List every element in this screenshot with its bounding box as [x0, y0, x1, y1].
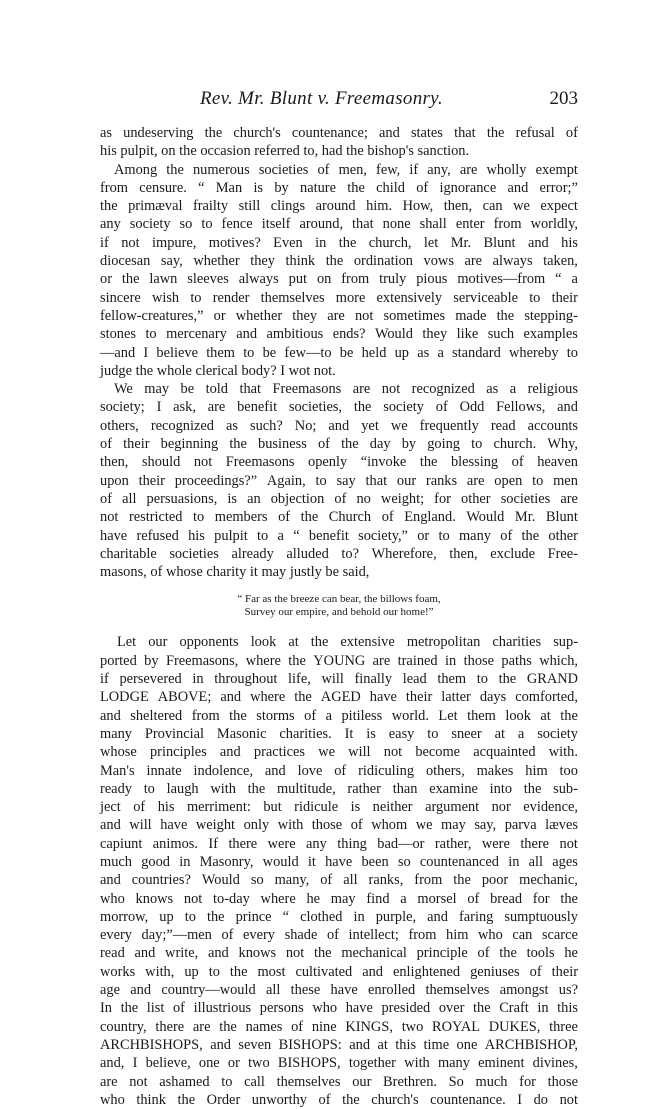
text-line: In the list of illustrious persons who have presided over the Craft in this: [100, 1000, 578, 1017]
text-line: morrow, up to the prince “ clothed in purple, and faring sumptuously: [100, 908, 578, 925]
page-number: 203: [549, 88, 578, 109]
text-line: ARCHBISHOPS, and seven BISHOPS: and at this time one ARCHBISHOP,: [100, 1036, 578, 1053]
text-line: who knows not to-day where he may find a morsel of bread for the: [100, 890, 578, 907]
text-line: Man's innate indolence, and love of ridiculing others, makes him too: [100, 762, 578, 779]
paragraph-2: [100, 161, 578, 381]
text-line: and will have weight only with those of whom we may say, parva læves: [100, 817, 578, 834]
text-line: ready to laugh with the multitude, rather than examine into the sub-: [100, 780, 578, 797]
text-line: many Provincial Masonic charities. It is easy to sneer at a society: [100, 725, 578, 742]
text-line: as undeserving the church's countenance; and states that the refusal of: [100, 125, 578, 141]
text-line: if persevered in throughout life, will finally lead them to the GRAND: [100, 671, 578, 688]
text-line: have refused his pulpit to a “ benefit society,” or to many of the other: [100, 527, 578, 544]
text-line: from censure. “ Man is by nature the child of ignorance and error;”: [100, 179, 578, 196]
verse-quote: [100, 593, 578, 619]
paragraph-4: [100, 633, 578, 1109]
paragraph-1: [100, 124, 578, 161]
page-header: [100, 88, 578, 116]
text-line: age and country—would all these have enrolled themselves amongst us?: [100, 982, 578, 999]
text-line: of all persuasions, is an objection of no weight; for other societies are: [100, 490, 578, 507]
text-line: the primæval frailty still clings around him. How, then, can we expect: [100, 198, 578, 215]
text-line: any society so to fence itself around, that none shall enter from worldly,: [100, 216, 578, 233]
text-line: others, recognized as such? No; and yet we frequently read accounts: [100, 417, 578, 434]
text-line: upon their proceedings?” Again, to say that our ranks are open to men: [100, 472, 578, 489]
text-line: every day;”—men of every shade of intellect; from him who can scarce: [100, 927, 578, 944]
text-line: society; I ask, are benefit societies, the society of Odd Fellows, and: [100, 399, 578, 416]
text-line: and countries? Would so many, of all ranks, from the poor mechanic,: [100, 872, 578, 889]
text-line: charitable societies already alluded to? Wherefore, then, exclude Free-: [100, 545, 578, 562]
text-line: judge the whole clerical body? I wot not.: [100, 362, 336, 379]
text-line: We may be told that Freemasons are not recognized as a religious: [114, 381, 578, 398]
text-line: works with, up to the most cultivated and enlightened geniuses of their: [100, 963, 578, 980]
quote-line: Survey our empire, and behold our home!”: [244, 606, 434, 619]
text-line: Let our opponents look at the extensive metropolitan charities sup-: [117, 634, 578, 651]
text-line: who think the Order unworthy of the church's countenance. I do not: [100, 1091, 578, 1108]
text-line: Among the numerous societies of men, few, if any, are wholly exempt: [114, 161, 578, 178]
text-line: whose principles and practices we will not become acquainted with.: [100, 744, 578, 761]
text-line: or the lawn sleeves always put on from truly pious motives—from “ a: [100, 271, 578, 288]
text-line: diocesan say, whether they think the ordination vows are always taken,: [100, 253, 578, 270]
body-text: [100, 124, 578, 1109]
text-line: and, I believe, one or two BISHOPS, together with many eminent divines,: [100, 1055, 578, 1072]
text-line: if not impure, motives? Even in the church, let Mr. Blunt and his: [100, 234, 578, 251]
text-line: of their beginning the business of the day by going to church. Why,: [100, 436, 578, 453]
text-line: LODGE ABOVE; and where the AGED have their latter days comforted,: [100, 689, 578, 706]
quote-line: “ Far as the breeze can bear, the billows foam,: [237, 593, 441, 606]
text-line: country, there are the names of nine KINGS, two ROYAL DUKES, three: [100, 1018, 578, 1035]
text-line: stones to mercenary and ambitious ends? Would they like such examples: [100, 326, 578, 343]
text-line: read and write, and knows not the mechanical principle of the tools he: [100, 945, 578, 962]
text-line: ject of his merriment: but ridicule is neither argument nor evidence,: [100, 799, 578, 816]
text-line: capiunt animos. If there were any thing bad—or rather, were there not: [100, 835, 578, 852]
text-line: sincere wish to render themselves more extensively serviceable to their: [100, 289, 578, 306]
running-title: Rev. Mr. Blunt v. Freemasonry.: [200, 88, 443, 109]
text-line: masons, of whose charity it may justly be said,: [100, 564, 370, 581]
paragraph-3: [100, 380, 578, 581]
text-line: his pulpit, on the occasion referred to, had the bishop's sanction.: [100, 143, 470, 160]
text-line: not restricted to members of the Church of England. Would Mr. Blunt: [100, 509, 578, 526]
text-line: much good in Masonry, would it have been so countenanced in all ages: [100, 853, 578, 870]
text-line: then, should not Freemasons openly “invoke the blessing of heaven: [100, 454, 578, 471]
text-line: ported by Freemasons, where the YOUNG are trained in those paths which,: [100, 652, 578, 669]
text-line: —and I believe them to be few—to be held up as a standard whereby to: [100, 344, 578, 361]
text-line: are not ashamed to call themselves our Brethren. So much for those: [100, 1073, 578, 1090]
text-line: fellow-creatures,” or whether they are not sometimes made the stepping-: [100, 307, 578, 324]
text-line: and sheltered from the storms of a pitiless world. Let them look at the: [100, 707, 578, 724]
